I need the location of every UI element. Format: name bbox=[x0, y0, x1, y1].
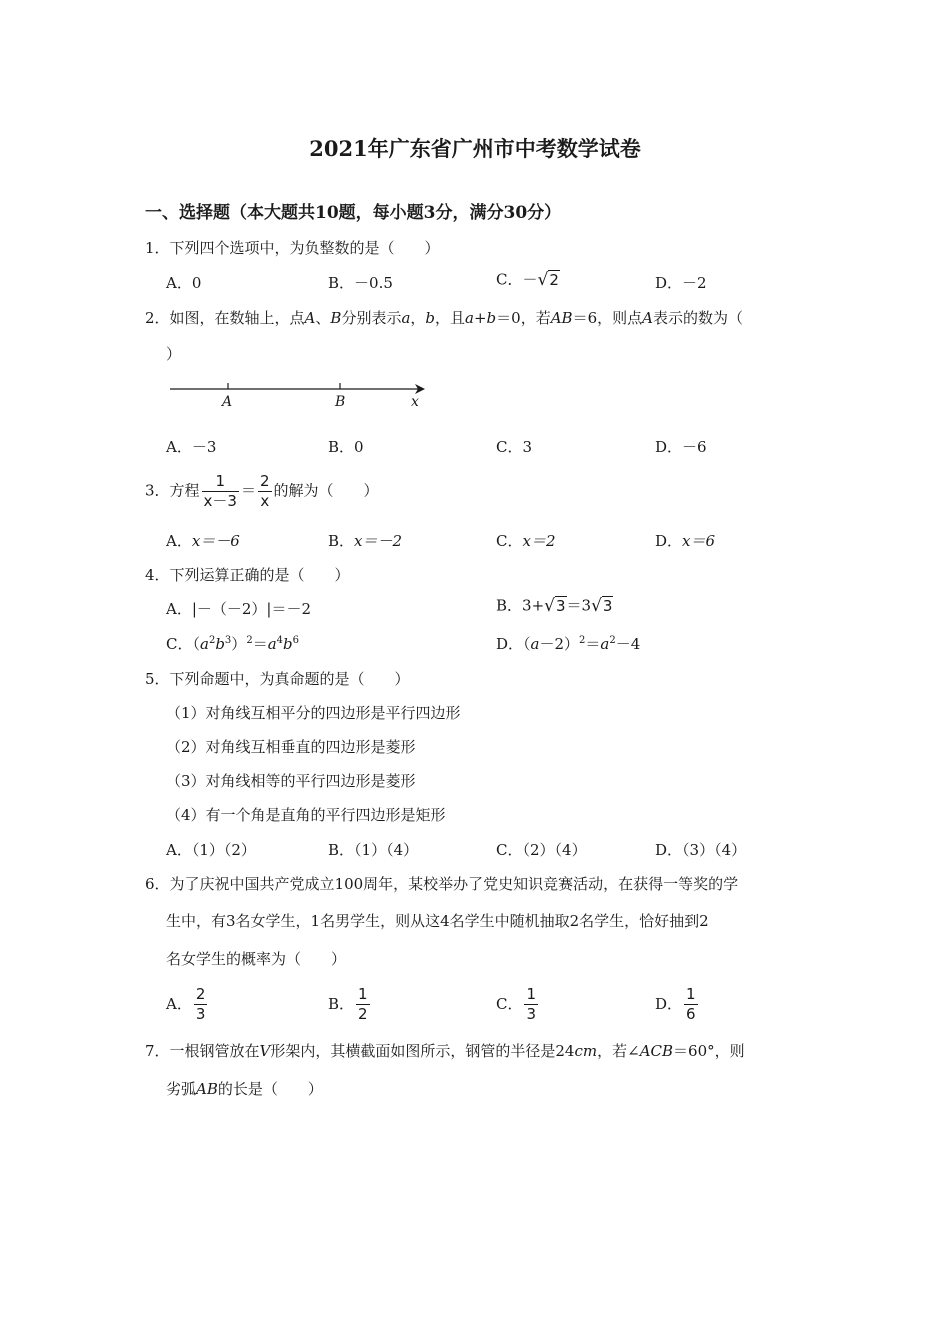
q4-option-a: A．|－（－2）|＝－2 bbox=[166, 600, 312, 618]
q5-option-b: B．（1）（4） bbox=[328, 841, 419, 859]
fraction-1: $\frac{1}{x-3}$ bbox=[203, 472, 237, 510]
question-5-stem: 5．下列命题中，为真命题的是（ ） bbox=[145, 670, 410, 688]
question-7-line-1: 7．一根钢管放在V形架内，其横截面如图所示，钢管的半径是24cm，若∠ACB＝60°，则 bbox=[145, 1042, 745, 1060]
q1-option-b: B．－0.5 bbox=[328, 274, 393, 292]
question-1-stem: 1．下列四个选项中，为负整数的是（ ） bbox=[145, 239, 440, 257]
q2-option-c: C．3 bbox=[496, 438, 533, 456]
q6-option-b: B． $\frac{1}{2}$ bbox=[328, 985, 368, 1023]
q1-option-c bbox=[496, 272, 560, 289]
axis-label-x: x bbox=[411, 394, 419, 410]
q5-statement-3: （3）对角线相等的平行四边形是菱形 bbox=[166, 772, 416, 790]
point-label-b: B bbox=[335, 394, 346, 410]
question-2-stem: 2．如图，在数轴上，点A、B分别表示a，b，且a+b＝0，若AB＝6，则点A表示的数为（ bbox=[145, 309, 743, 327]
fraction: $\frac{2}{3}$ bbox=[195, 985, 206, 1023]
question-2-close-paren: ） bbox=[166, 345, 182, 363]
fraction: $\frac{1}{2}$ bbox=[358, 985, 368, 1023]
sqrt-symbol: √2 bbox=[537, 270, 559, 290]
number-line-figure bbox=[165, 376, 435, 410]
sqrt-symbol: √3 bbox=[591, 596, 613, 616]
q5-statement-4: （4）有一个角是直角的平行四边形是矩形 bbox=[166, 806, 446, 824]
q5-option-c: C．（2）（4） bbox=[496, 841, 587, 859]
fraction: $\frac{1}{6}$ bbox=[686, 985, 696, 1023]
q4-option-c: C．$(a^2b^3)^2=a^4b^6$ bbox=[166, 635, 300, 653]
q2-option-b: B．0 bbox=[328, 438, 364, 456]
section-heading: 一、选择题（本大题共10题，每小题3分，满分30分） bbox=[145, 203, 562, 223]
q1-option-d: D．－2 bbox=[655, 274, 707, 292]
question-6-line-1: 6．为了庆祝中国共产党成立100周年，某校举办了党史知识竞赛活动，在获得一等奖的学 bbox=[145, 875, 739, 893]
q5-statement-2: （2）对角线互相垂直的四边形是菱形 bbox=[166, 738, 416, 756]
q2-option-a: A．－3 bbox=[166, 438, 217, 456]
question-4-stem: 4．下列运算正确的是（ ） bbox=[145, 566, 350, 584]
q3-option-b: B．x＝－2 bbox=[328, 532, 403, 550]
sqrt-symbol: √3 bbox=[544, 596, 566, 616]
question-6-line-2: 生中，有3名女学生，1名男学生，则从这4名学生中随机抽取2名学生，恰好抽到2 bbox=[166, 912, 709, 930]
q6-option-a: A． $\frac{2}{3}$ bbox=[166, 985, 206, 1023]
q5-option-a: A．（1）（2） bbox=[166, 841, 256, 859]
fraction-2: $\frac{2}{x}$ bbox=[259, 472, 270, 510]
q5-statement-1: （1）对角线互相平分的四边形是平行四边形 bbox=[166, 704, 461, 722]
q1-option-c-label: C．－ bbox=[496, 270, 538, 289]
question-6-line-3: 名女学生的概率为（ ） bbox=[166, 950, 347, 968]
q3-option-d: D．x＝6 bbox=[655, 532, 716, 550]
fraction: $\frac{1}{3}$ bbox=[526, 985, 537, 1023]
question-7-line-2: 劣弧AB的长是（ ） bbox=[166, 1080, 323, 1098]
page-title: 2021年广东省广州市中考数学试卷 bbox=[309, 136, 641, 161]
q6-option-c: C． $\frac{1}{3}$ bbox=[496, 985, 537, 1023]
question-3-stem: 3．方程 $\frac{1}{x-3}$ ＝ $\frac{2}{x}$ 的解为（ ） bbox=[145, 472, 379, 510]
q5-option-d: D．（3）（4） bbox=[655, 841, 747, 859]
q3-option-a: A．x＝－6 bbox=[166, 532, 240, 550]
q2-option-d: D．－6 bbox=[655, 438, 707, 456]
q4-option-d: D．$(a-2)^2=a^2-4$ bbox=[496, 635, 641, 653]
q6-option-d: D． $\frac{1}{6}$ bbox=[655, 985, 696, 1023]
q3-option-c: C．x＝2 bbox=[496, 532, 556, 550]
point-label-a: A bbox=[222, 394, 233, 410]
q4-option-b: B．3+√3＝3√3 bbox=[496, 596, 613, 616]
q1-option-a: A．0 bbox=[166, 274, 202, 292]
